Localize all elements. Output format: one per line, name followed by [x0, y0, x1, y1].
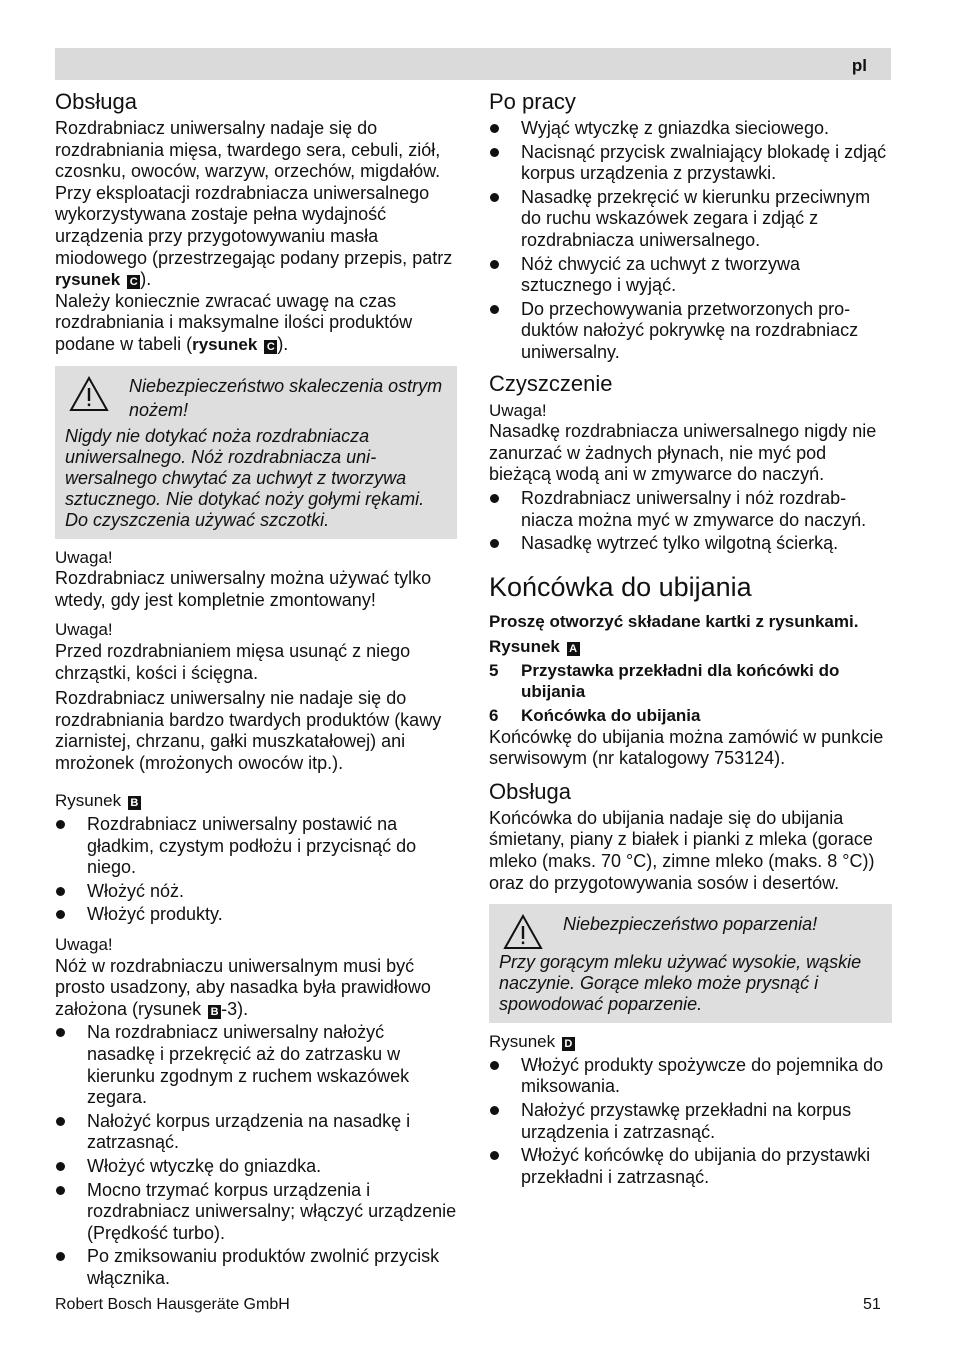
heading-obsluga-whisk: Obsługa — [489, 778, 571, 804]
paragraph-table: Należy koniecznie zwracać uwagę na czas rozdrabniania i maksymalne ilości produktów podane w tabeli (rysunek C ). — [55, 290, 413, 354]
figure-badge: B — [208, 1005, 221, 1019]
list-item: Rozdrabniacz uniwersalny postawić na gładkim, czystym podłożu i przycisnąć do niego. — [55, 814, 457, 879]
figure-badge: D — [562, 1037, 575, 1051]
list-item: Wyjąć wtyczkę z gniazdka sieciowego. — [489, 118, 892, 140]
warning-title: Niebezpieczeństwo skaleczenia ostrym nożem! — [129, 375, 443, 420]
left-column — [55, 88, 457, 1290]
figure-badge: B — [128, 796, 141, 810]
header-bar — [55, 48, 891, 80]
fold-out-note: Proszę otworzyć składane kartki z rysunkami. — [489, 611, 859, 631]
list-item: Na rozdrabniacz uniwersalny nałożyć nasadkę i przekręcić aż do zatrzasku w kierunku zgodnym z ruchem wskazówek zegara. — [55, 1022, 457, 1108]
list-item: Nałożyć przystawkę przekładni na korpus urządzenia i zatrzasnąć. — [489, 1100, 892, 1143]
uwaga-text: Rozdrabniacz uniwersalny można używać tylko wtedy, gdy jest kompletnie zmontowany! — [55, 568, 432, 610]
warning-triangle-icon — [69, 376, 109, 412]
figure-ref-a: Rysunek A — [489, 636, 892, 658]
list-item: Włożyć produkty spożywcze do pojemnika do miksowania. — [489, 1055, 892, 1098]
uwaga-label: Uwaga! — [489, 400, 547, 420]
figure-ref-b: Rysunek B — [55, 790, 457, 812]
numbered-item: 6 Końcówka do ubijania — [489, 706, 701, 726]
heading-koncowka: Końcówka do ubijania — [489, 571, 752, 602]
list-cleaning — [489, 488, 892, 555]
heading-po-pracy: Po pracy — [489, 89, 576, 114]
right-column — [489, 88, 892, 1188]
uwaga-label: Uwaga! — [55, 935, 113, 955]
numbered-item: 5 Przystawka przekładni dla końcówki do ubijania — [489, 660, 840, 702]
uwaga-label: Uwaga! — [55, 547, 113, 567]
uwaga-text: Nasadkę rozdrabniacza uniwersalnego nigdy nie zanurzać w żadnych płynach, nie myć pod bieżącą wodą ani w zmywarce do naczyń. — [489, 421, 877, 485]
figure-badge: A — [567, 642, 580, 656]
warning-text: Nigdy nie dotykać noża rozdrabniacza uniwersalnego. Nóż rozdrabniacza uniwersalnego chwytać za uchwyt z tworzywa sztucznego. Nie dotykać noży gołymi rękami. Do czyszczenia używać szczotki. — [65, 425, 425, 530]
footer-page-number: 51 — [863, 1296, 881, 1313]
heading-obsluga: Obsługa — [55, 89, 137, 114]
heading-czyszczenie: Czyszczenie — [489, 370, 613, 396]
paragraph-whisk-use: Końcówka do ubijania nadaje się do ubijania śmietany, piany z białek i pianki z mleka (gorace mleko (maks. 70 °C), zimne mleko (maks. 8 °C)) oraz do przygotowywania sosów i desertów. — [489, 807, 875, 893]
uwaga-label: Uwaga! — [55, 620, 113, 640]
list-item: Nóż chwycić za uchwyt z tworzywa sztucznego i wyjąć. — [489, 254, 892, 297]
warning-triangle-icon — [503, 914, 543, 950]
list-item: Nasadkę przekręcić w kierunku przeciwnym do ruchu wskazówek zegara i zdjąć z rozdrabniacza uniwersalnego. — [489, 187, 892, 252]
list-item: Włożyć nóż. — [55, 881, 457, 903]
list-operation — [55, 1022, 457, 1289]
figure-ref-d: Rysunek D — [489, 1031, 892, 1053]
warning-box-scald — [489, 904, 892, 1023]
uwaga-text: Przed rozdrabnianiem mięsa usunąć z niego chrząstki, kości i ścięgna. — [55, 640, 411, 683]
list-item: Nałożyć korpus urządzenia na nasadkę i zatrzasnąć. — [55, 1111, 457, 1154]
warning-title: Niebezpieczeństwo poparzenia! — [563, 914, 818, 935]
list-whisk-assembly — [489, 1055, 892, 1189]
list-item: Nasadkę wytrzeć tylko wilgotną ścierką. — [489, 533, 892, 555]
footer-company: Robert Bosch Hausgeräte GmbH — [55, 1296, 290, 1313]
warning-text: Przy gorącym mleku używać wysokie, wąskie naczynie. Gorące mleko może prysnąć i spowodować poparzenie. — [499, 952, 862, 1015]
paragraph-intro: Rozdrabniacz uniwersalny nadaje się do rozdrabniania mięsa, twardego sera, cebuli, ziół, czosnku, owoców, warzyw, orzechów, migdałów. Przy eksploatacji rozdrabniacza uniwersalnego wykorzystywana zostaje pełna wydajność urządzenia przy przygotowywaniu masła miodowego (przestrzegając podany przepis, patrz rysunek C ). — [55, 118, 453, 290]
list-item: Do przechowywania przetworzonych produktów nałożyć pokrywkę na rozdrabniacz uniwersalny. — [489, 299, 892, 364]
list-item: Mocno trzymać korpus urządzenia i rozdrabniacz uniwersalny; włączyć urządzenie (Prędkość turbo). — [55, 1180, 457, 1245]
warning-box-knife — [55, 366, 457, 539]
paragraph-hard-products: Rozdrabniacz uniwersalny nie nadaje się do rozdrabniania bardzo twardych produktów (kawy ziarnistej, chrzanu, gałki muszkatałowej) ani mrożonek (mrożonych owoców itp.). — [55, 688, 442, 773]
list-assembly — [55, 814, 457, 926]
list-after-work — [489, 118, 892, 364]
list-item: Po zmiksowaniu produktów zwolnić przycisk włącznika. — [55, 1246, 457, 1289]
order-text: Końcówkę do ubijania można zamówić w punkcie serwisowym (nr katalogowy 753124). — [489, 726, 884, 769]
list-item: Rozdrabniacz uniwersalny i nóż rozdrabniacza można myć w zmywarce do naczyń. — [489, 488, 892, 531]
list-item: Włożyć produkty. — [55, 904, 457, 926]
figure-badge: C — [127, 275, 140, 289]
language-code: pl — [851, 56, 867, 75]
figure-badge: C — [264, 340, 277, 354]
uwaga-text: Nóż w rozdrabniaczu uniwersalnym musi być prosto usadzony, aby nasadka była prawidłowo założona (rysunek B -3). — [55, 955, 431, 1019]
list-item: Włożyć wtyczkę do gniazdka. — [55, 1156, 457, 1178]
list-item: Nacisnąć przycisk zwalniający blokadę i zdjąć korpus urządzenia z przystawki. — [489, 142, 892, 185]
list-item: Włożyć końcówkę do ubijania do przystawki przekładni i zatrzasnąć. — [489, 1145, 892, 1188]
